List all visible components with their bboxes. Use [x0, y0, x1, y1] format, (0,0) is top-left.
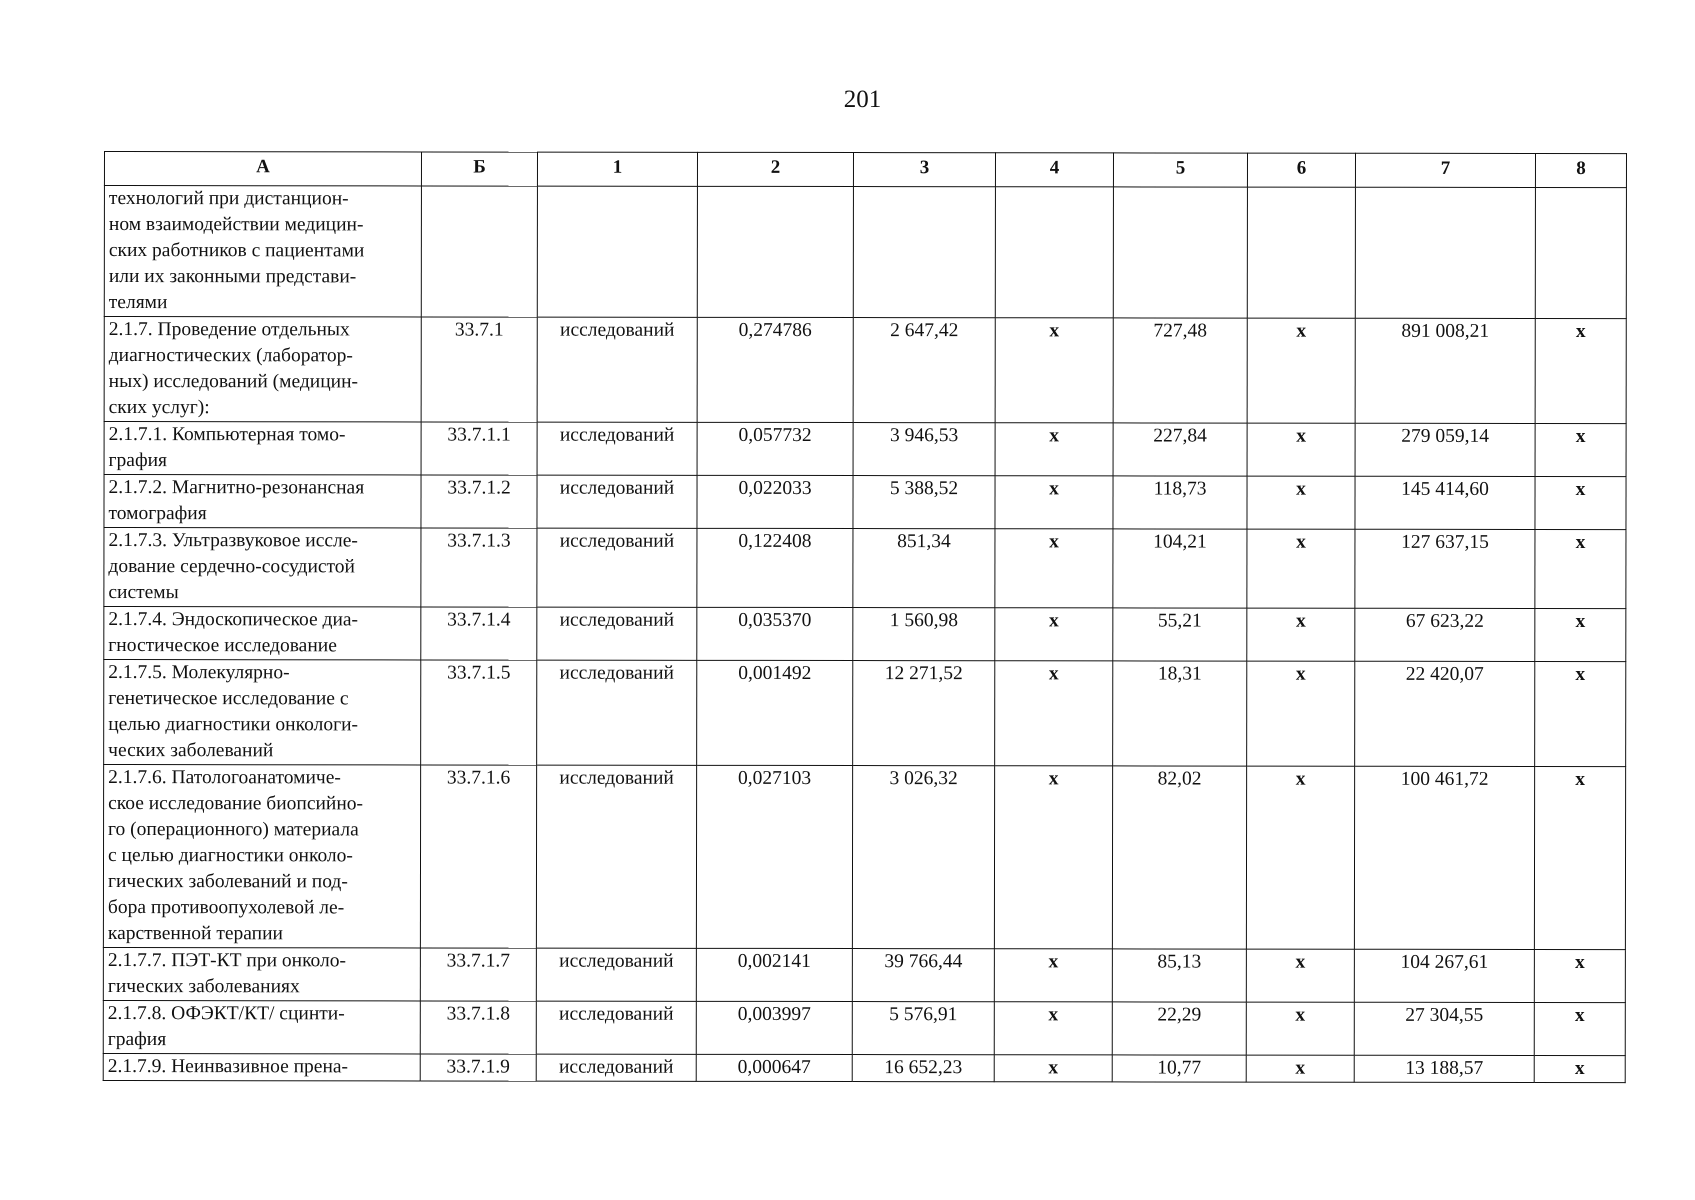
col3-cell: 3 026,32 — [852, 766, 994, 949]
header-cell-4: 4 — [995, 153, 1113, 187]
col4-cell: х — [995, 476, 1113, 529]
name-line: 2.1.7.4. Эндоскопическое диа- — [108, 609, 359, 631]
header-cell-7: 7 — [1355, 153, 1535, 187]
name-line: 2.1.7.9. Неинвазивное прена- — [107, 1056, 349, 1078]
name-line: ных) исследований (медицин- — [108, 371, 359, 393]
name-line: с целью диагностики онколо- — [108, 845, 353, 867]
col7-cell: 145 414,60 — [1355, 476, 1535, 529]
col3-cell: 5 388,52 — [853, 476, 995, 529]
name-line: ских услуг): — [108, 397, 210, 419]
code-cell: 33.7.1.1 — [421, 422, 537, 475]
name-cell — [104, 186, 421, 317]
name-cell — [104, 607, 421, 660]
name-cell — [103, 947, 420, 1000]
name-line: технологий при дистанцион- — [108, 188, 349, 210]
col8-cell: х — [1535, 529, 1626, 608]
unit-cell: исследований — [537, 528, 697, 607]
unit-cell: исследований — [537, 660, 697, 765]
header-cell-5: 5 — [1113, 153, 1247, 187]
name-line: гических заболеваний и под- — [107, 871, 348, 893]
name-line: или их законными представи- — [108, 266, 357, 288]
name-cell — [103, 765, 420, 948]
name-cell — [104, 422, 421, 475]
col3-cell: 16 652,23 — [852, 1055, 994, 1082]
name-line: генетическое исследование с — [108, 688, 349, 710]
col8-cell: х — [1535, 661, 1626, 766]
col3-cell: 851,34 — [853, 529, 995, 608]
col5-cell: 85,13 — [1112, 949, 1246, 1002]
code-cell: 33.7.1.9 — [420, 1054, 536, 1081]
name-line: гностическое исследование — [108, 635, 337, 657]
col5-cell: 55,21 — [1113, 608, 1247, 661]
col4-cell: х — [995, 661, 1113, 766]
col5-cell: 82,02 — [1112, 766, 1246, 949]
name-cell — [103, 1053, 420, 1080]
header-cell-a: А — [104, 152, 421, 186]
header-cell-6: 6 — [1247, 153, 1355, 187]
col6-cell: х — [1246, 949, 1354, 1002]
col8-cell: х — [1534, 1055, 1625, 1082]
unit-cell: исследований — [536, 1001, 696, 1054]
name-line: бора противоопухолевой ле- — [107, 897, 345, 919]
code-cell: 33.7.1.6 — [420, 765, 536, 948]
unit-cell: исследований — [537, 317, 697, 422]
col7-cell: 127 637,15 — [1355, 529, 1535, 608]
col5-cell: 18,31 — [1113, 661, 1247, 766]
code-cell: 33.7.1.2 — [421, 475, 537, 528]
col6-cell: х — [1247, 476, 1355, 529]
code-cell: 33.7.1.5 — [421, 660, 537, 765]
col8-cell: х — [1535, 476, 1626, 529]
name-line: томография — [108, 503, 207, 525]
name-line: 2.1.7.6. Патологоанатомиче- — [108, 767, 341, 789]
col8-cell — [1535, 187, 1626, 318]
col4-cell: х — [994, 766, 1112, 949]
table-row — [103, 947, 1625, 1002]
page-number: 201 — [843, 86, 882, 113]
header-cell-b: Б — [421, 152, 537, 186]
name-cell — [103, 1000, 420, 1053]
table-row — [104, 422, 1626, 477]
col3-cell: 1 560,98 — [853, 608, 995, 661]
header-cell-1: 1 — [537, 152, 697, 186]
col6-cell: х — [1247, 661, 1355, 766]
name-line: ном взаимодействии медицин- — [108, 214, 364, 236]
col6-cell: х — [1247, 608, 1355, 661]
col6-cell: х — [1246, 766, 1354, 949]
name-line: 2.1.7.7. ПЭТ-КТ при онколо- — [107, 950, 347, 972]
table-body — [103, 186, 1626, 1083]
col3-cell — [853, 187, 995, 318]
col5-cell: 22,29 — [1112, 1002, 1246, 1055]
name-line: системы — [108, 582, 179, 604]
table-row — [104, 528, 1626, 609]
col7-cell: 27 304,55 — [1354, 1002, 1534, 1055]
table-header — [104, 152, 1626, 188]
col6-cell: х — [1247, 529, 1355, 608]
col2-cell: 0,003997 — [696, 1001, 852, 1054]
table-row — [104, 186, 1626, 319]
col3-cell: 3 946,53 — [853, 423, 995, 476]
col4-cell — [995, 187, 1113, 318]
col4-cell: х — [995, 423, 1113, 476]
col8-cell: х — [1535, 318, 1626, 423]
col5-cell: 10,77 — [1112, 1055, 1246, 1082]
col7-cell — [1355, 187, 1535, 318]
col6-cell: х — [1247, 423, 1355, 476]
header-cell-8: 8 — [1535, 153, 1626, 187]
col4-cell: х — [994, 1055, 1112, 1082]
col3-cell: 12 271,52 — [853, 661, 995, 766]
name-line: гических заболеваниях — [107, 976, 300, 998]
table-row — [104, 660, 1626, 767]
table-row — [103, 1000, 1625, 1055]
col2-cell: 0,000647 — [696, 1054, 852, 1081]
col2-cell: 0,027103 — [696, 765, 852, 948]
unit-cell: исследований — [536, 948, 696, 1001]
col2-cell: 0,001492 — [697, 660, 853, 765]
code-cell: 33.7.1.4 — [421, 607, 537, 660]
col8-cell: х — [1534, 766, 1625, 949]
col5-cell: 118,73 — [1113, 476, 1247, 529]
col4-cell: х — [994, 949, 1112, 1002]
code-cell: 33.7.1.3 — [421, 528, 537, 607]
col8-cell: х — [1535, 423, 1626, 476]
col7-cell: 279 059,14 — [1355, 423, 1535, 476]
col7-cell: 13 188,57 — [1354, 1055, 1534, 1082]
header-cell-2: 2 — [697, 152, 853, 186]
col4-cell: х — [995, 608, 1113, 661]
name-line: графия — [108, 450, 168, 472]
code-cell: 33.7.1 — [421, 317, 537, 422]
unit-cell: исследований — [537, 607, 697, 660]
col2-cell: 0,274786 — [697, 317, 853, 422]
name-cell — [104, 660, 421, 765]
col4-cell: х — [995, 529, 1113, 608]
name-line: 2.1.7.3. Ультразвуковое иссле- — [108, 530, 358, 552]
col8-cell: х — [1535, 608, 1626, 661]
col2-cell: 0,057732 — [697, 422, 853, 475]
code-cell — [421, 186, 537, 317]
col3-cell: 5 576,91 — [852, 1002, 994, 1055]
name-line: карственной терапии — [107, 923, 284, 945]
col5-cell: 227,84 — [1113, 423, 1247, 476]
col4-cell: х — [994, 1002, 1112, 1055]
col7-cell: 100 461,72 — [1354, 766, 1534, 949]
col6-cell: х — [1246, 1002, 1354, 1055]
col2-cell: 0,022033 — [697, 475, 853, 528]
unit-cell — [537, 186, 697, 317]
unit-cell: исследований — [537, 422, 697, 475]
name-line: 2.1.7.8. ОФЭКТ/КТ/ сцинти- — [107, 1003, 345, 1025]
name-line: графия — [107, 1029, 167, 1051]
name-line: целью диагностики онкологи- — [108, 714, 359, 736]
data-table — [103, 151, 1627, 1083]
table-row — [103, 765, 1625, 950]
unit-cell: исследований — [536, 1054, 696, 1081]
col7-cell: 891 008,21 — [1355, 318, 1535, 423]
col5-cell — [1113, 187, 1247, 318]
col7-cell: 22 420,07 — [1355, 661, 1535, 766]
table-row — [104, 607, 1626, 662]
table-row — [104, 317, 1626, 424]
name-line: ских работников с пациентами — [108, 240, 365, 262]
table-row — [103, 1053, 1625, 1082]
table-row — [104, 475, 1626, 530]
name-cell — [104, 475, 421, 528]
col2-cell: 0,002141 — [696, 948, 852, 1001]
col2-cell: 0,035370 — [697, 607, 853, 660]
col8-cell: х — [1534, 1002, 1625, 1055]
col8-cell: х — [1534, 949, 1625, 1002]
col6-cell: х — [1246, 1055, 1354, 1082]
code-cell: 33.7.1.7 — [420, 948, 536, 1001]
col6-cell: х — [1247, 318, 1355, 423]
col3-cell: 2 647,42 — [853, 318, 995, 423]
col5-cell: 104,21 — [1113, 529, 1247, 608]
name-cell — [104, 528, 421, 607]
col7-cell: 67 623,22 — [1355, 608, 1535, 661]
name-cell — [104, 317, 421, 422]
name-line: телями — [108, 292, 168, 314]
col4-cell: х — [995, 318, 1113, 423]
col2-cell — [697, 186, 853, 317]
col7-cell: 104 267,61 — [1354, 949, 1534, 1002]
name-line: диагностических (лаборатор- — [108, 345, 353, 367]
unit-cell: исследований — [536, 765, 696, 948]
name-line: го (операционного) материала — [108, 819, 359, 841]
col5-cell: 727,48 — [1113, 318, 1247, 423]
header-cell-3: 3 — [853, 153, 995, 187]
header-row — [104, 152, 1626, 188]
name-line: 2.1.7.1. Компьютерная томо- — [108, 424, 346, 446]
name-line: 2.1.7.5. Молекулярно- — [108, 662, 290, 684]
col6-cell — [1247, 187, 1355, 318]
col3-cell: 39 766,44 — [852, 949, 994, 1002]
name-line: ческих заболеваний — [108, 740, 274, 762]
col2-cell: 0,122408 — [697, 528, 853, 607]
name-line: ское исследование биопсийно- — [108, 793, 364, 815]
name-line: 2.1.7.2. Магнитно-резонансная — [108, 477, 365, 499]
code-cell: 33.7.1.8 — [420, 1001, 536, 1054]
unit-cell: исследований — [537, 475, 697, 528]
name-line: 2.1.7. Проведение отдельных — [108, 319, 350, 341]
name-line: дование сердечно-сосудистой — [108, 556, 356, 578]
